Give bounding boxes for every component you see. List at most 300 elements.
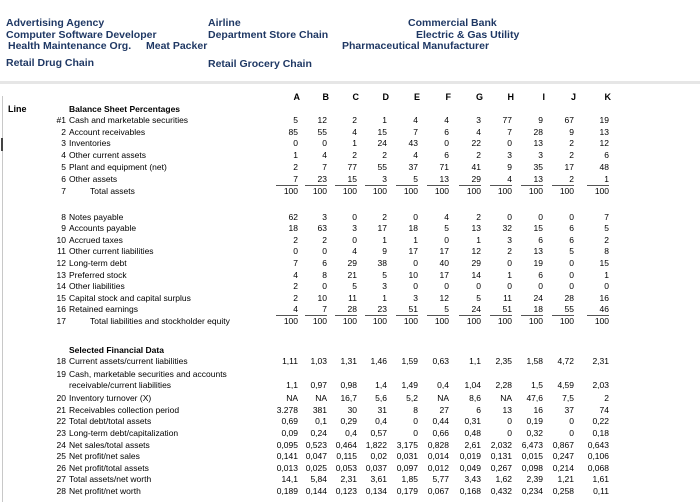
- row-number: 20: [56, 393, 66, 403]
- table-cell: 0,66: [432, 428, 449, 438]
- table-cell: 46: [599, 304, 609, 314]
- table-cell: 3: [382, 281, 387, 291]
- table-cell: 0: [507, 138, 512, 148]
- table-cell: 63: [317, 223, 327, 233]
- table-cell: 15: [347, 174, 357, 184]
- table-cell: 1: [352, 138, 357, 148]
- table-cell: 0,24: [310, 428, 327, 438]
- table-cell: 7: [293, 258, 298, 268]
- table-cell: 2: [352, 115, 357, 125]
- table-cell: 100: [497, 316, 512, 326]
- table-row: [0, 405, 700, 416]
- row-label: Other current assets: [69, 150, 147, 160]
- table-cell: 6: [604, 150, 609, 160]
- table-cell: 16: [599, 293, 609, 303]
- table-row: [0, 451, 700, 462]
- table-cell: 1,4: [375, 380, 387, 390]
- table-cell: NA: [286, 393, 298, 403]
- table-cell: 6: [444, 127, 449, 137]
- table-cell: 4: [413, 150, 418, 160]
- table-cell: 0: [322, 138, 327, 148]
- table-cell: 0: [569, 258, 574, 268]
- table-cell: 4,59: [557, 380, 574, 390]
- row-number: 10: [56, 235, 66, 245]
- table-cell: 0,432: [490, 486, 512, 496]
- table-cell: 2,31: [340, 474, 357, 484]
- table-cell: 0,09: [281, 428, 298, 438]
- table-cell: 0,141: [276, 451, 298, 461]
- table-cell: 100: [594, 316, 609, 326]
- table-cell: 55: [317, 127, 327, 137]
- table-cell: 2: [569, 150, 574, 160]
- table-cell: 1: [382, 115, 387, 125]
- table-cell: 0,97: [310, 380, 327, 390]
- table-cell: 5: [352, 281, 357, 291]
- table-cell: 5,84: [310, 474, 327, 484]
- table-cell: 100: [559, 186, 574, 196]
- table-cell: 2: [293, 293, 298, 303]
- row-label: Total liabilities and stockholder equity: [90, 316, 230, 326]
- total-rule: [365, 185, 387, 186]
- table-cell: 38: [377, 258, 387, 268]
- table-cell: 0,047: [305, 451, 327, 461]
- table-cell: 0,57: [370, 428, 387, 438]
- table-cell: 0,828: [427, 440, 449, 450]
- table-cell: 21: [347, 270, 357, 280]
- row-number: 17: [56, 316, 66, 326]
- table-cell: 3: [476, 115, 481, 125]
- table-cell: 381: [312, 405, 327, 415]
- row-label: Long-term debt/capitalization: [69, 428, 179, 438]
- table-cell: 18: [533, 304, 543, 314]
- table-cell: 0,012: [427, 463, 449, 473]
- table-cell: 4: [293, 270, 298, 280]
- row-label: Cash, marketable securities and accounts: [69, 369, 227, 379]
- industry-item: Meat Packer: [146, 40, 208, 52]
- table-cell: 7,5: [562, 393, 574, 403]
- table-cell: 3,43: [464, 474, 481, 484]
- table-cell: 100: [342, 186, 357, 196]
- table-cell: 0,44: [432, 416, 449, 426]
- table-cell: 13: [471, 223, 481, 233]
- table-cell: 22: [471, 138, 481, 148]
- column-header: I: [542, 92, 545, 102]
- table-cell: 8: [413, 405, 418, 415]
- table-cell: 23: [317, 174, 327, 184]
- row-label: Net sales/total assets: [69, 440, 150, 450]
- table-cell: 6: [476, 405, 481, 415]
- table-cell: 100: [528, 186, 543, 196]
- industry-list: [6, 18, 526, 74]
- table-cell: 1,11: [282, 356, 298, 366]
- table-cell: 23: [377, 304, 387, 314]
- table-cell: 4: [352, 127, 357, 137]
- table-cell: 100: [497, 186, 512, 196]
- table-cell: 19: [533, 258, 543, 268]
- table-cell: 1,822: [365, 440, 387, 450]
- table-cell: 1,59: [401, 356, 418, 366]
- table-cell: 4: [444, 115, 449, 125]
- table-cell: 55: [377, 162, 387, 172]
- table-cell: 55: [564, 304, 574, 314]
- total-rule: [427, 185, 449, 186]
- table-cell: 5,6: [375, 393, 387, 403]
- table-cell: 2: [293, 235, 298, 245]
- table-row: [0, 162, 700, 173]
- row-label: Total assets/net worth: [69, 474, 152, 484]
- row-number: 14: [56, 281, 66, 291]
- table-cell: 1,85: [401, 474, 418, 484]
- column-header: A: [293, 92, 300, 102]
- row-number: 6: [61, 174, 66, 184]
- table-cell: 100: [466, 186, 481, 196]
- table-cell: 0,523: [305, 440, 327, 450]
- column-header: B: [322, 92, 329, 102]
- table-cell: 10: [317, 293, 327, 303]
- table-cell: 3: [413, 293, 418, 303]
- row-label: Notes payable: [69, 212, 124, 222]
- table-cell: 0,019: [459, 451, 481, 461]
- table-cell: 14,1: [281, 474, 298, 484]
- table-cell: 2: [322, 235, 327, 245]
- row-label: Current assets/current liabilities: [69, 356, 188, 366]
- table-cell: 0: [507, 281, 512, 291]
- table-cell: 4,72: [557, 356, 574, 366]
- table-cell: 0: [507, 416, 512, 426]
- table-cell: 0,025: [305, 463, 327, 473]
- table-cell: 7: [413, 127, 418, 137]
- row-number: 19: [56, 369, 66, 379]
- table-cell: 2,61: [464, 440, 481, 450]
- table-cell: 5: [382, 270, 387, 280]
- row-label: Capital stock and capital surplus: [69, 293, 191, 303]
- row-label: Long-term debt: [69, 258, 127, 268]
- table-cell: 2: [382, 150, 387, 160]
- table-cell: 0,48: [464, 428, 481, 438]
- table-cell: 13: [439, 174, 449, 184]
- table-cell: 9: [569, 127, 574, 137]
- table-cell: 0,131: [490, 451, 512, 461]
- total-rule: [276, 185, 298, 186]
- table-cell: 29: [471, 258, 481, 268]
- total-rule: [521, 185, 543, 186]
- table-row: [0, 104, 700, 115]
- row-label: Other liabilities: [69, 281, 125, 291]
- table-cell: 0,11: [593, 486, 609, 496]
- table-cell: 1: [413, 235, 418, 245]
- table-cell: 4: [293, 304, 298, 314]
- table-row: [0, 369, 700, 380]
- table-cell: 74: [599, 405, 609, 415]
- column-header: C: [352, 92, 359, 102]
- table-cell: 100: [342, 316, 357, 326]
- table-cell: 0: [444, 138, 449, 148]
- table-cell: 5: [604, 223, 609, 233]
- table-cell: 3: [382, 174, 387, 184]
- table-cell: 2: [476, 150, 481, 160]
- table-cell: 0: [538, 212, 543, 222]
- table-cell: 12: [439, 293, 449, 303]
- table-cell: 1,1: [286, 380, 298, 390]
- table-row: [0, 486, 700, 497]
- table-cell: 0,18: [592, 428, 609, 438]
- table-cell: 6: [322, 258, 327, 268]
- table-cell: 5: [444, 223, 449, 233]
- table-cell: 0,179: [396, 486, 418, 496]
- table-cell: 5,77: [432, 474, 449, 484]
- row-label: Selected Financial Data: [69, 345, 164, 355]
- table-cell: 0,053: [335, 463, 357, 473]
- row-number: 8: [61, 212, 66, 222]
- table-cell: 13: [533, 246, 543, 256]
- table-row: [0, 127, 700, 138]
- total-rule: [459, 315, 481, 316]
- table-cell: 100: [372, 186, 387, 196]
- table-cell: 3: [322, 212, 327, 222]
- table-row: [0, 270, 700, 281]
- table-cell: 2: [293, 281, 298, 291]
- table-cell: 100: [312, 186, 327, 196]
- table-cell: 0,031: [396, 451, 418, 461]
- table-cell: 0: [444, 281, 449, 291]
- row-number: 13: [56, 270, 66, 280]
- total-rule: [490, 185, 512, 186]
- row-label: Balance Sheet Percentages: [69, 104, 181, 114]
- row-label: Plant and equipment (net): [69, 162, 167, 172]
- table-cell: 0: [413, 258, 418, 268]
- table-cell: 6: [569, 235, 574, 245]
- table-cell: 2: [604, 393, 609, 403]
- table-row: [0, 138, 700, 149]
- row-number: 25: [56, 451, 66, 461]
- row-label: Net profit/total assets: [69, 463, 149, 473]
- table-cell: 2,28: [495, 380, 512, 390]
- table-cell: 31: [377, 405, 387, 415]
- table-cell: 0,29: [340, 416, 357, 426]
- table-cell: 1,61: [592, 474, 609, 484]
- table-cell: 6: [569, 223, 574, 233]
- table-cell: 4: [444, 212, 449, 222]
- table-cell: 4: [322, 150, 327, 160]
- table-cell: 0,19: [526, 416, 543, 426]
- table-cell: 3.278: [276, 405, 298, 415]
- table-cell: 1,04: [464, 380, 481, 390]
- table-row: [0, 304, 700, 315]
- table-cell: 5: [413, 174, 418, 184]
- table-cell: 3,61: [370, 474, 387, 484]
- industry-item: Retail Drug Chain: [6, 57, 95, 69]
- table-cell: 6: [538, 235, 543, 245]
- row-label: Receivables collection period: [69, 405, 180, 415]
- divider-bar: [0, 81, 700, 84]
- row-label: Total assets: [90, 186, 135, 196]
- table-cell: 15: [599, 258, 609, 268]
- industry-item: Advertising Agency: [6, 17, 105, 29]
- table-row: [0, 235, 700, 246]
- table-cell: 77: [347, 162, 357, 172]
- column-header: H: [507, 92, 514, 102]
- row-number: 21: [56, 405, 66, 415]
- table-row: [0, 293, 700, 304]
- table-cell: 3: [352, 223, 357, 233]
- table-row: [0, 246, 700, 257]
- row-number: 3: [61, 138, 66, 148]
- table-cell: 1: [293, 150, 298, 160]
- total-rule: [459, 185, 481, 186]
- row-label: Cash and marketable securities: [69, 115, 189, 125]
- table-cell: 7: [322, 304, 327, 314]
- table-cell: 9: [507, 162, 512, 172]
- table-cell: 0,049: [459, 463, 481, 473]
- total-rule: [490, 315, 512, 316]
- table-cell: 24: [377, 138, 387, 148]
- table-cell: 28: [347, 304, 357, 314]
- table-cell: 85: [288, 127, 298, 137]
- total-rule: [552, 315, 574, 316]
- table-row: [0, 186, 700, 197]
- table-cell: 0,4: [437, 380, 449, 390]
- table-cell: 0: [322, 246, 327, 256]
- row-label: receivable/current liabilities: [69, 380, 172, 390]
- table-row: [0, 258, 700, 269]
- table-row: [0, 316, 700, 327]
- table-cell: 0: [507, 428, 512, 438]
- table-cell: 7: [507, 127, 512, 137]
- table-cell: 0,214: [552, 463, 574, 473]
- table-cell: 0: [322, 281, 327, 291]
- table-cell: 43: [408, 138, 418, 148]
- table-cell: 0,258: [552, 486, 574, 496]
- total-rule: [396, 315, 418, 316]
- table-cell: 100: [594, 186, 609, 196]
- table-cell: 100: [528, 316, 543, 326]
- table-cell: 10: [408, 270, 418, 280]
- total-rule: [305, 315, 327, 316]
- table-cell: 0,267: [490, 463, 512, 473]
- table-cell: 3: [507, 150, 512, 160]
- table-cell: 16,7: [340, 393, 357, 403]
- table-cell: 0: [569, 416, 574, 426]
- table-cell: 1: [604, 174, 609, 184]
- table-cell: 0: [293, 246, 298, 256]
- table-cell: 0,144: [305, 486, 327, 496]
- table-cell: 0,095: [276, 440, 298, 450]
- table-cell: 1,49: [401, 380, 418, 390]
- table-cell: 4: [413, 115, 418, 125]
- table-cell: 1,46: [370, 356, 387, 366]
- table-cell: 0,234: [521, 486, 543, 496]
- table-cell: 0,068: [587, 463, 609, 473]
- table-cell: 0,4: [375, 416, 387, 426]
- table-cell: 16: [533, 405, 543, 415]
- table-cell: 100: [434, 316, 449, 326]
- row-number: 23: [56, 428, 66, 438]
- table-cell: 37: [564, 405, 574, 415]
- table-cell: 6: [538, 270, 543, 280]
- column-header: K: [604, 92, 611, 102]
- row-number: 2: [61, 127, 66, 137]
- table-row: [0, 356, 700, 367]
- table-cell: 12: [471, 246, 481, 256]
- total-rule: [276, 315, 298, 316]
- table-cell: 2,35: [495, 356, 512, 366]
- table-cell: 15: [377, 127, 387, 137]
- table-row: [0, 212, 700, 223]
- total-rule: [587, 185, 609, 186]
- row-number: 4: [61, 150, 66, 160]
- table-cell: 0,098: [521, 463, 543, 473]
- table-cell: 0,015: [521, 451, 543, 461]
- total-rule: [335, 315, 357, 316]
- industry-item: Pharmaceutical Manufacturer: [342, 40, 490, 52]
- row-number: #1: [56, 115, 66, 125]
- table-cell: 18: [408, 223, 418, 233]
- table-row: [0, 345, 700, 356]
- table-row: [0, 416, 700, 427]
- row-number: 27: [56, 474, 66, 484]
- table-cell: 13: [502, 405, 512, 415]
- row-number: 18: [56, 356, 66, 366]
- table-cell: 0,014: [427, 451, 449, 461]
- table-row: [0, 174, 700, 185]
- industry-item: Retail Grocery Chain: [208, 58, 312, 70]
- table-cell: 2,032: [490, 440, 512, 450]
- row-number: 7: [61, 186, 66, 196]
- column-header: F: [445, 92, 451, 102]
- table-cell: 100: [559, 316, 574, 326]
- row-label: Accrued taxes: [69, 235, 123, 245]
- table-cell: 30: [347, 405, 357, 415]
- total-rule: [521, 315, 543, 316]
- column-header: D: [382, 92, 389, 102]
- total-rule: [335, 185, 357, 186]
- table-cell: 0,22: [592, 416, 609, 426]
- table-cell: 0,097: [396, 463, 418, 473]
- table-cell: 0: [352, 212, 357, 222]
- table-cell: 0,63: [432, 356, 449, 366]
- table-cell: 1: [604, 270, 609, 280]
- table-cell: 7: [293, 174, 298, 184]
- table-row: [0, 380, 700, 391]
- table-cell: 47,6: [526, 393, 543, 403]
- table-cell: 3: [507, 235, 512, 245]
- line-column-header: Line: [8, 104, 27, 114]
- table-row: [0, 440, 700, 451]
- table-cell: 8,6: [469, 393, 481, 403]
- table-cell: 13: [599, 127, 609, 137]
- table-cell: 2,31: [592, 356, 609, 366]
- row-number: 26: [56, 463, 66, 473]
- column-header: G: [475, 92, 483, 102]
- table-cell: 6: [444, 150, 449, 160]
- table-cell: 0: [507, 258, 512, 268]
- table-cell: 2,39: [526, 474, 543, 484]
- column-header: J: [570, 92, 576, 102]
- table-cell: 8: [322, 270, 327, 280]
- table-row: [0, 463, 700, 474]
- table-cell: 17: [408, 246, 418, 256]
- table-cell: 3,175: [396, 440, 418, 450]
- table-cell: 13: [533, 174, 543, 184]
- table-cell: 2: [569, 138, 574, 148]
- table-cell: 40: [439, 258, 449, 268]
- table-row: [0, 474, 700, 485]
- table-cell: 0,1: [315, 416, 327, 426]
- table-cell: 1,03: [310, 356, 327, 366]
- table-cell: 17: [377, 223, 387, 233]
- row-label: Preferred stock: [69, 270, 127, 280]
- table-cell: 0,4: [345, 428, 357, 438]
